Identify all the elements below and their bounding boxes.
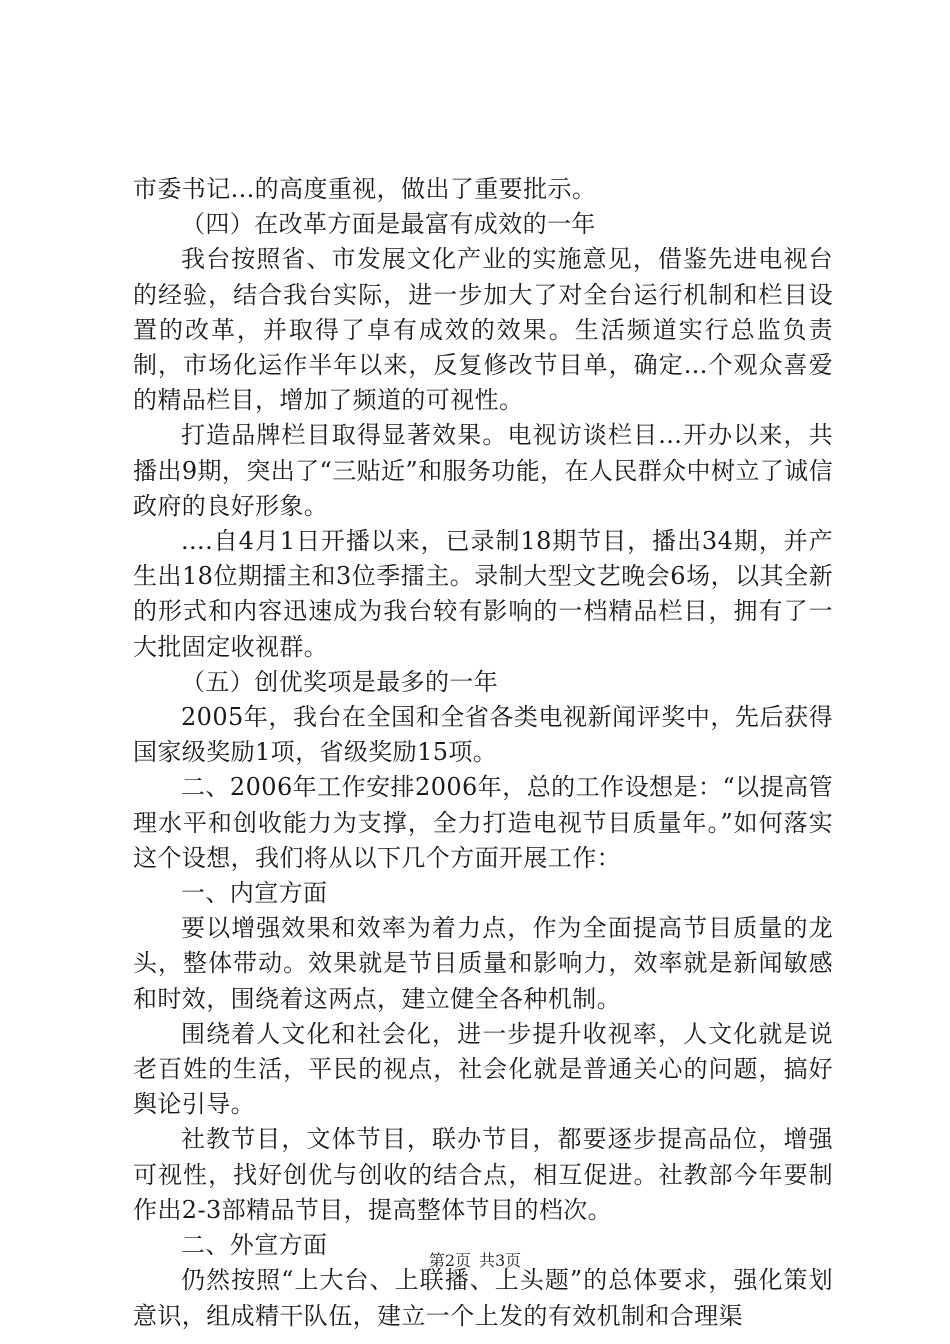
section-heading-external: 二、外宣方面	[181, 1231, 328, 1260]
paragraph: 打造品牌栏目取得显著效果。电视访谈栏目...开办以来，共播出9期，突出了“三贴近”和服务功能，在人民群众中树立了诚信政府的良好形象。	[133, 421, 833, 520]
paragraph: 2005年，我台在全国和全省各类电视新闻评奖中，先后获得国家级奖励1项，省级奖励15项。	[133, 703, 833, 767]
section-heading-reform: （四）在改革方面是最富有成效的一年	[181, 210, 596, 239]
paragraph: ....自4月1日开播以来，已录制18期节目，播出34期，并产生出18位期擂主和3位季擂主。录制大型文艺晚会6场，以其全新的形式和内容迅速成为我台较有影响的一档精品栏目，拥有了一大批固定收视群。	[133, 527, 833, 661]
paragraph: 仍然按照“上大台、上联播、上头题”的总体要求，强化策划意识，组成精干队伍，建立一个上发的有效机制和合理渠	[133, 1266, 833, 1330]
section-heading-internal: 一、内宣方面	[181, 879, 328, 908]
page-footer	[0, 1248, 950, 1271]
paragraph: 二、2006年工作安排2006年，总的工作设想是：“以提高管理水平和创收能力为支撑，全力打造电视节目质量年。”如何落实这个设想，我们将从以下几个方面开展工作：	[133, 773, 833, 872]
page-total: 共3页	[479, 1251, 522, 1270]
section-heading-awards: （五）创优奖项是最多的一年	[181, 667, 499, 696]
paragraph-continuation: 市委书记...的高度重视，做出了重要批示。	[133, 175, 597, 203]
paragraph: 社教节目，文体节目，联办节目，都要逐步提高品位，增强可视性，找好创优与创收的结合点，相互促进。社教部今年要制作出2-3部精品节目，提高整体节目的档次。	[133, 1125, 833, 1224]
paragraph: 围绕着人文化和社会化，进一步提升收视率，人文化就是说老百姓的生活，平民的视点，社会化就是普通关心的问题，搞好舆论引导。	[133, 1019, 833, 1119]
document-body	[133, 172, 833, 1334]
page-number: 第2页	[428, 1251, 471, 1270]
paragraph: 我台按照省、市发展文化产业的实施意见，借鉴先进电视台的经验，结合我台实际，进一步加大了对全台运行机制和栏目设置的改革，并取得了卓有成效的效果。生活频道实行总监负责制，市场化运作半年以来，反复修改节目单，确定...个观众喜爱的精品栏目，增加了频道的可视性。	[133, 245, 833, 415]
paragraph: 要以增强效果和效率为着力点，作为全面提高节目质量的龙头，整体带动。效果就是节目质量和影响力，效率就是新闻敏感和时效，围绕着这两点，建立健全各种机制。	[133, 914, 833, 1013]
